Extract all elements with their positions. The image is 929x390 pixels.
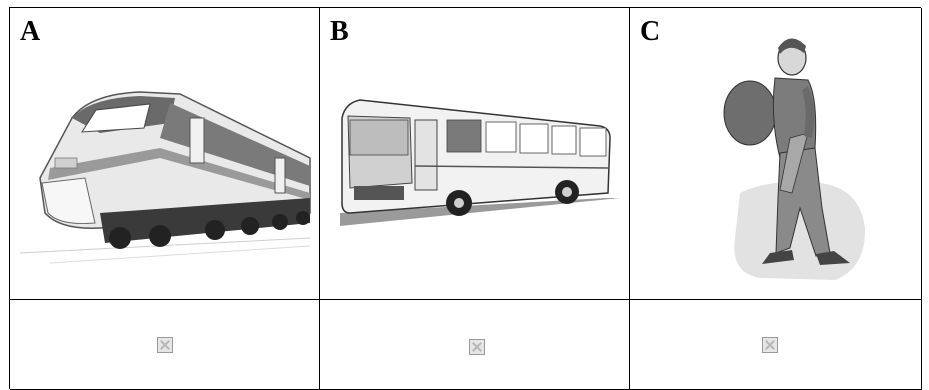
walking-person-illustration xyxy=(630,8,922,300)
option-a-answer-cell xyxy=(10,300,320,390)
bus-illustration xyxy=(320,8,630,300)
broken-checkbox-icon[interactable] xyxy=(469,339,485,355)
option-c-answer-cell xyxy=(630,300,922,390)
option-a-image-cell xyxy=(10,8,320,300)
option-c-letter: C xyxy=(640,16,661,47)
option-b-letter: B xyxy=(330,16,349,47)
option-a-letter: A xyxy=(20,16,41,47)
option-c-image-cell xyxy=(630,8,922,300)
broken-checkbox-icon[interactable] xyxy=(157,337,173,353)
option-b-answer-cell xyxy=(320,300,630,390)
train-illustration xyxy=(10,8,320,300)
broken-checkbox-icon[interactable] xyxy=(762,337,778,353)
answer-options-table xyxy=(9,7,921,389)
option-b-image-cell xyxy=(320,8,630,300)
